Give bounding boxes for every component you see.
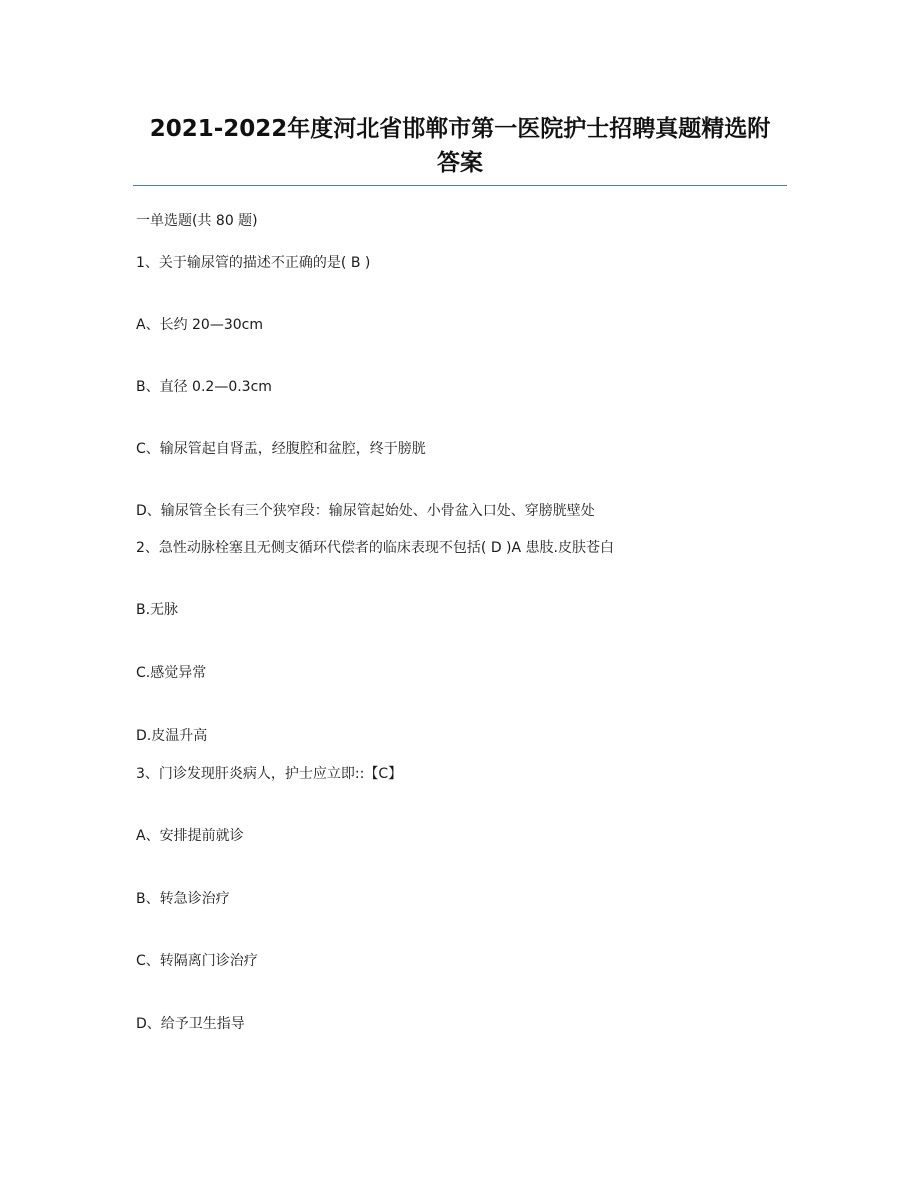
question-2-option-c: C.感觉异常 <box>136 665 207 681</box>
title-line-2: 答案 <box>437 150 483 176</box>
question-3-option-c: C、转隔离门诊治疗 <box>136 953 258 969</box>
title-divider <box>133 185 787 186</box>
question-3-stem: 3、门诊发现肝炎病人，护士应立即::【C】 <box>136 766 403 782</box>
question-2-option-b: B.无脉 <box>136 602 179 618</box>
question-1-stem: 1、关于输尿管的描述不正确的是( B ) <box>136 255 371 271</box>
question-2-option-d: D.皮温升高 <box>136 728 208 744</box>
question-3-option-d: D、给予卫生指导 <box>136 1016 245 1032</box>
question-1-option-d: D、输尿管全长有三个狭窄段：输尿管起始处、小骨盆入口处、穿膀胱壁处 <box>136 503 595 519</box>
question-1-option-b: B、直径 0.2—0.3cm <box>136 379 272 395</box>
question-2-stem: 2、急性动脉栓塞且无侧支循环代偿者的临床表现不包括( D )A 患肢.皮肤苍白 <box>136 540 614 556</box>
question-1-option-c: C、输尿管起自肾盂，经腹腔和盆腔，终于膀胱 <box>136 441 426 457</box>
title-line-1: 2021-2022年度河北省邯郸市第一医院护士招聘真题精选附 <box>149 116 771 142</box>
question-3-option-b: B、转急诊治疗 <box>136 891 230 907</box>
section-heading: 一单选题(共 80 题) <box>136 213 258 229</box>
question-1-option-a: A、长约 20—30cm <box>136 317 263 333</box>
document-title <box>120 112 800 180</box>
question-3-option-a: A、安排提前就诊 <box>136 828 244 844</box>
